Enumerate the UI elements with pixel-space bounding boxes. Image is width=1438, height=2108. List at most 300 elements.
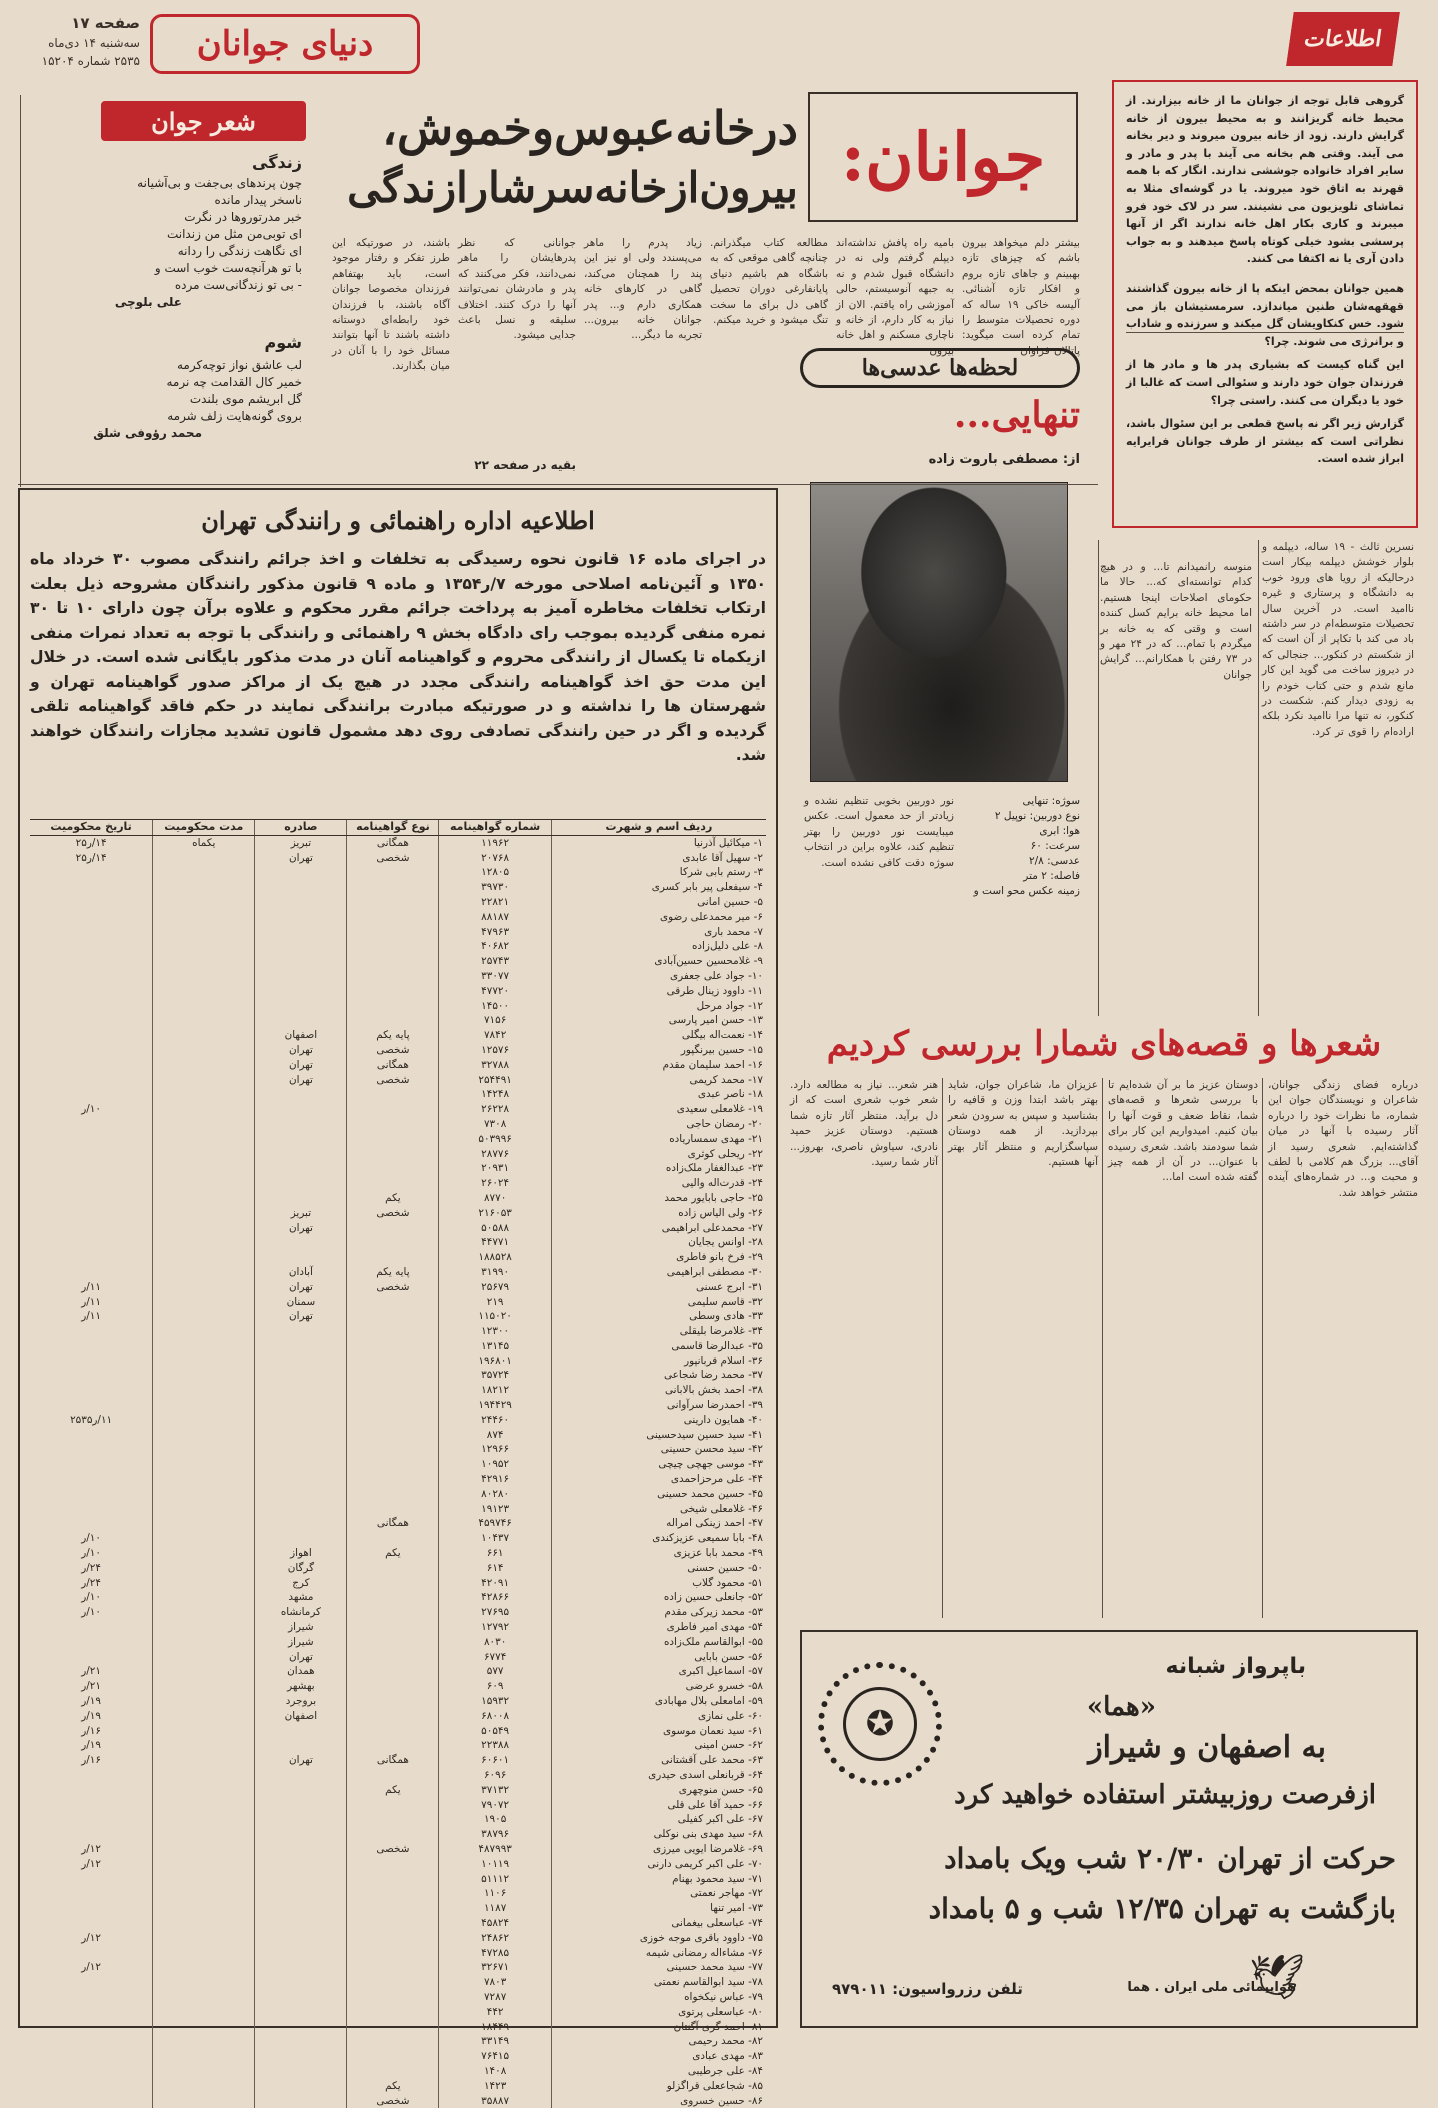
table-cell: یکم bbox=[347, 1191, 439, 1206]
table-cell: ۱۹/ر bbox=[81, 1709, 101, 1722]
table-cell bbox=[255, 1857, 347, 1872]
table-row bbox=[30, 1043, 766, 1058]
poem-line: ای نگاهت زندگی را ردانه bbox=[177, 244, 302, 258]
table-cell bbox=[153, 1502, 255, 1517]
poem-title: شوم bbox=[264, 333, 302, 352]
table-cell bbox=[30, 880, 153, 895]
table-cell bbox=[30, 1916, 153, 1931]
notice-body: در اجرای ماده ۱۶ قانون نحوه رسیدگی به تخلفات و اخذ جرائم رانندگی مصوب ۳۰ خرداد ماه ۱۳۵۰ و آئین‌نامه اصلاحی مورخه ۷/ر۱۳۵۴ و ماده ۹ قانون مذکور رانندگان مشروحه ذیل بعلت ارتکاب تخلفات مخاطره آمیز به پرداخت جرائم مقرر محکوم و علاوه برآن چون دارای ۱۰ تا ۳۰ نمره منفی گردیده بموجب رای دادگاه بخش ۹ راهنمائی و رانندگی با توجه به تعداد نمرات منفی ازیکماه تا یکسال از رانندگی محروم و گواهینامه آنان در مدت مذکور بایگانی شده است. در خلال این مدت حق اخذ گواهینامه رانندگی مجدد در هیچ یک از مراکز صدور گواهینامه تهران و شهرستان ها را نداشته و در صورتیکه مبادرت برانندگی نمایند در حکم فاقد گواهینامه تلقی گردیده و اگر در حین رانندگی تصادفی روی دهد مشمول قانون تشدید مجازات رانندگان خواهند شد. bbox=[30, 550, 767, 764]
table-cell: ۶۰۶۰۱ bbox=[439, 1753, 551, 1768]
table-row bbox=[30, 2005, 766, 2020]
table-row bbox=[30, 1235, 766, 1250]
table-cell bbox=[347, 1664, 439, 1679]
table-cell bbox=[347, 1309, 439, 1324]
table-cell bbox=[255, 1235, 347, 1250]
table-cell bbox=[347, 1590, 439, 1605]
table-cell bbox=[347, 2005, 439, 2020]
table-cell bbox=[255, 1946, 347, 1961]
table-cell: ۸۶- حسین خسروی bbox=[551, 2094, 766, 2108]
table-cell bbox=[30, 2020, 153, 2035]
table-cell bbox=[347, 1975, 439, 1990]
table-cell bbox=[153, 895, 255, 910]
table-cell bbox=[255, 1768, 347, 1783]
table-cell: ۶۰۹۶ bbox=[439, 1768, 551, 1783]
table-cell: ۱۰۴۳۷ bbox=[439, 1531, 551, 1546]
table-cell: ۳۱- ابرج عسنی bbox=[551, 1280, 766, 1295]
table-row bbox=[30, 1679, 766, 1694]
table-cell bbox=[255, 1339, 347, 1354]
lead-col-4: زیاد پدرم را ماهر می‌پسندد ولی او نیز این پند را همچنان می‌کند، گاهی در کارهای خانه همکاری دارم و... پدر جوانان خانه بیرون... تجربه ما دیگر... bbox=[584, 237, 702, 342]
table-cell bbox=[30, 1043, 153, 1058]
poem-line: بروی گونه‌هایت زلف شرمه bbox=[167, 409, 302, 423]
table-cell: ۱۱/ر bbox=[81, 1280, 101, 1293]
table-row bbox=[30, 1502, 766, 1517]
table-cell: ۲- سهیل آقا عابدی bbox=[551, 851, 766, 866]
table-cell: ۸۰۲۸۰ bbox=[439, 1487, 551, 1502]
table-cell bbox=[347, 1857, 439, 1872]
table-cell: ۶۳- محمد علی آقشتانی bbox=[551, 1753, 766, 1768]
table-cell bbox=[255, 1013, 347, 1028]
table-row bbox=[30, 1161, 766, 1176]
table-cell bbox=[347, 1117, 439, 1132]
col-header: نوع گواهینامه bbox=[347, 820, 439, 835]
table-cell bbox=[347, 865, 439, 880]
table-cell bbox=[30, 1650, 153, 1665]
table-cell: ۶- میر محمدعلی رضوی bbox=[551, 910, 766, 925]
table-cell bbox=[255, 1502, 347, 1517]
table-cell bbox=[30, 1058, 153, 1073]
table-cell bbox=[30, 1073, 153, 1088]
poem-line: لب عاشق نواز توچه‌کرمه bbox=[176, 358, 302, 372]
table-row bbox=[30, 2034, 766, 2049]
table-cell bbox=[347, 1798, 439, 1813]
table-cell bbox=[153, 1605, 255, 1620]
table-row bbox=[30, 1990, 766, 2005]
table-cell bbox=[30, 1502, 153, 1517]
table-row bbox=[30, 1339, 766, 1354]
table-cell bbox=[153, 2034, 255, 2049]
table-row bbox=[30, 1768, 766, 1783]
table-cell: ۶۵- حسن منوچهری bbox=[551, 1783, 766, 1798]
table-cell bbox=[347, 1250, 439, 1265]
table-cell bbox=[30, 1013, 153, 1028]
table-cell: ۸- علی دلیل‌زاده bbox=[551, 939, 766, 954]
table-cell bbox=[153, 1531, 255, 1546]
table-cell bbox=[30, 969, 153, 984]
table-cell: ۵۰۵۴۹ bbox=[439, 1724, 551, 1739]
table-cell: ۴۴- علی مرحزاحمدی bbox=[551, 1472, 766, 1487]
table-cell bbox=[30, 1028, 153, 1043]
table-cell: ۶۶۱ bbox=[439, 1546, 551, 1561]
table-cell bbox=[153, 1901, 255, 1916]
table-cell: ۲۶- ولی الیاس زاده bbox=[551, 1206, 766, 1221]
quote-paragraph: گزارش زیر اگر نه پاسخ قطعی بر این سئوال باشد، نظراتی است که بیشتر از طرف جوانان فرایرایه ابراز شده است. bbox=[1126, 417, 1404, 466]
quote-paragraph: گروهی قابل توجه از جوانان ما از خانه بیزارند. از محیط خانه گریزانند و به محیط بیرون از خانه گرایش دارند. زود از خانه بیرون میروند و دیر بخانه می آیند. وقتی هم بخانه می آیند با پدر و مادر و سایر افراد خانواده جوششی ندارند. انگار که با همه قهرند به اتاق خود میروند. یا در گوشه‌ای مثلا به تماشای تلویزیون می نشینند. سر در لاک خود فرو میبرند و کاری بکار اهل خانه ندارند اگر از آنها پرسشی بشود خیلی کوتاه پاسخ میدهند و به جواب دادن آری یا نه اکتفا می کنند. bbox=[1126, 94, 1404, 266]
table-cell: ۸۰- عباسعلی پرتوی bbox=[551, 2005, 766, 2020]
table-row bbox=[30, 895, 766, 910]
table-cell: ۲۰۹۳۱ bbox=[439, 1161, 551, 1176]
table-cell bbox=[153, 2079, 255, 2094]
table-cell bbox=[30, 1472, 153, 1487]
table-cell bbox=[30, 954, 153, 969]
table-cell bbox=[30, 865, 153, 880]
table-row bbox=[30, 1916, 766, 1931]
table-cell bbox=[347, 2034, 439, 2049]
table-cell bbox=[30, 1635, 153, 1650]
table-cell: ۱۴/ر۲۵ bbox=[75, 836, 107, 849]
table-cell: ۷۲- مهاجر نعمتی bbox=[551, 1886, 766, 1901]
table-cell: ۳۷- محمد رضا شجاعی bbox=[551, 1368, 766, 1383]
table-cell bbox=[30, 1191, 153, 1206]
table-cell: آبادان bbox=[255, 1265, 347, 1280]
notice-title: اطلاعیه اداره راهنمائی و رانندگی تهران bbox=[201, 506, 595, 535]
table-cell bbox=[153, 1487, 255, 1502]
table-row bbox=[30, 910, 766, 925]
table-row bbox=[30, 835, 766, 850]
table-cell: ۴۰- همایون دارینی bbox=[551, 1413, 766, 1428]
table-cell: تهران bbox=[255, 851, 347, 866]
table-cell: ۸۸۱۸۷ bbox=[439, 910, 551, 925]
table-cell bbox=[347, 1605, 439, 1620]
poem-line: با تو هرآنچه‌ست خوب است و bbox=[154, 261, 302, 275]
table-cell: ۲۶۰۲۴ bbox=[439, 1176, 551, 1191]
table-cell bbox=[153, 1398, 255, 1413]
table-row bbox=[30, 1635, 766, 1650]
table-cell bbox=[255, 2020, 347, 2035]
table-row bbox=[30, 1457, 766, 1472]
table-cell bbox=[30, 1901, 153, 1916]
table-cell bbox=[30, 1383, 153, 1398]
table-cell: ۱۹/ر bbox=[81, 1739, 101, 1752]
table-cell bbox=[347, 880, 439, 895]
emblem-inner-icon: ✪ bbox=[843, 1687, 917, 1761]
review-headline: شعرها و قصه‌های شمارا بررسی کردیم bbox=[826, 1024, 1382, 1064]
table-cell bbox=[153, 1295, 255, 1310]
ad-line-4: ازفرصت روزبیشتر استفاده خواهید کرد bbox=[954, 1780, 1376, 1810]
table-cell bbox=[153, 1872, 255, 1887]
table-cell: ۷۵- داوود باقری موجه خوزی bbox=[551, 1931, 766, 1946]
table-cell bbox=[255, 969, 347, 984]
table-cell: ۳۲۷۸۸ bbox=[439, 1058, 551, 1073]
table-cell bbox=[153, 1265, 255, 1280]
table-cell: ۴۹- محمد بابا عزیزی bbox=[551, 1546, 766, 1561]
continued-note: بقیه در صفحه ۲۲ bbox=[474, 458, 576, 472]
table-cell bbox=[153, 1798, 255, 1813]
table-cell bbox=[30, 1798, 153, 1813]
spec-line: زمینه عکس محو است و bbox=[973, 885, 1080, 897]
table-cell bbox=[255, 1783, 347, 1798]
table-cell bbox=[30, 910, 153, 925]
table-cell: ۱۰۹۵۲ bbox=[439, 1457, 551, 1472]
ad-line-6: بازگشت به تهران ۱۲/۳۵ شب و ۵ بامداد bbox=[928, 1892, 1396, 1925]
table-cell bbox=[347, 1650, 439, 1665]
table-cell: ۷۱۵۶ bbox=[439, 1013, 551, 1028]
table-cell bbox=[255, 1798, 347, 1813]
poem-line: ناسخر پیدار مانده bbox=[214, 193, 302, 207]
table-cell bbox=[30, 2079, 153, 2094]
table-cell: ۱۴۲۳ bbox=[439, 2079, 551, 2094]
table-cell: ۷۳- امیر تنها bbox=[551, 1901, 766, 1916]
table-cell bbox=[347, 969, 439, 984]
table-cell: ۶۶- حمید آقا علی قلی bbox=[551, 1798, 766, 1813]
table-cell bbox=[347, 1102, 439, 1117]
table-cell bbox=[255, 2034, 347, 2049]
table-cell: ۱۸۸۵۲۸ bbox=[439, 1250, 551, 1265]
review-col-a: نسرین ثالث - ۱۹ ساله، دیپلمه و بلوار خوشش دیپلمه بیکار است درحالیکه از رویا های ورود خوب به دانشگاه و پرستاری و غیره ناامید است. در آخرین سال تحصیلات متوسطه‌ام در سر داشته باد می کند با تکاپر از آن است که از شکستم در کنکور... جنجالی که در دیروز ساخت می گوید این کار مانع شدم و حتی کتاب خودم را به زودی دیدار کنم. شکست در کنکور، نه تنها مرا ناامید نکرد بلکه اراده‌ام را قوی تر کرد. bbox=[1262, 541, 1414, 738]
table-cell: ۸۴- علی جرطیبی bbox=[551, 2064, 766, 2079]
table-cell bbox=[347, 1368, 439, 1383]
table-cell bbox=[347, 1738, 439, 1753]
table-cell bbox=[153, 1457, 255, 1472]
table-row bbox=[30, 1102, 766, 1117]
table-cell: ۱۲/ر bbox=[81, 1857, 101, 1870]
photo-caption: نور دوربین بخوبی تنظیم نشده و زیادتر از حد معمول است. عکس میبایست نور دوربین را بهتر تنظیم کند، علاوه براین در انتخاب سوژه دقت کافی نشده است. bbox=[804, 795, 954, 869]
table-cell: ۴۲۸۶۶ bbox=[439, 1590, 551, 1605]
table-cell: ۱۷- محمد کریمی bbox=[551, 1073, 766, 1088]
review-col-e: عزیزان ما، شاعران جوان، شاید بهتر باشد ابتدا وزن و قافیه را بشناسید و سپس به سرودن شعر بپردازید. از همه دوستان سپاسگزاریم و منتظر آثار بهتر آنها هستیم. bbox=[948, 1079, 1098, 1169]
table-cell bbox=[255, 1901, 347, 1916]
table-cell: گرگان bbox=[255, 1561, 347, 1576]
table-cell bbox=[30, 2094, 153, 2108]
table-cell: ۵۸- خسرو عرضی bbox=[551, 1679, 766, 1694]
table-cell bbox=[153, 925, 255, 940]
table-row bbox=[30, 1872, 766, 1887]
ad-line-2: «هما» bbox=[1086, 1692, 1156, 1722]
table-row bbox=[30, 1487, 766, 1502]
table-cell: ۱۹۱۲۳ bbox=[439, 1502, 551, 1517]
table-cell: ۱۶- احمد سلیمان مقدم bbox=[551, 1058, 766, 1073]
table-cell bbox=[153, 1783, 255, 1798]
masthead bbox=[0, 0, 1438, 80]
table-cell: ۴۳- موسی جهچی چیچی bbox=[551, 1457, 766, 1472]
table-cell: ۱۱/ر bbox=[81, 1310, 101, 1323]
table-cell bbox=[153, 1221, 255, 1236]
table-cell bbox=[153, 939, 255, 954]
table-cell bbox=[347, 999, 439, 1014]
table-row bbox=[30, 865, 766, 880]
review-col-c: درباره فضای زندگی جوانان، شاعران و نویسندگان جوان این شماره، ما نظرات خود را درباره آثار رسیده با آنها در میان گذاشته‌ایم. شعری رسید از آقای... بزرگ هم کلامی با لطف و محبت و... در شماره‌های آینده منتشر خواهد شد. bbox=[1268, 1079, 1418, 1199]
table-cell bbox=[255, 1872, 347, 1887]
table-row bbox=[30, 1309, 766, 1324]
table-cell: ۲۴/ر bbox=[81, 1576, 101, 1589]
table-cell bbox=[347, 1354, 439, 1369]
table-cell bbox=[347, 1502, 439, 1517]
table-cell: ۱۱۰۶ bbox=[439, 1886, 551, 1901]
photo-image bbox=[810, 482, 1068, 782]
table-cell bbox=[255, 1960, 347, 1975]
table-cell: ۶۲- حسن امینی bbox=[551, 1738, 766, 1753]
table-cell bbox=[347, 1531, 439, 1546]
table-cell: ۳۷۱۳۲ bbox=[439, 1783, 551, 1798]
table-row bbox=[30, 1280, 766, 1295]
table-cell bbox=[30, 1161, 153, 1176]
table-cell bbox=[30, 1206, 153, 1221]
table-cell: شخصی bbox=[347, 1280, 439, 1295]
table-cell bbox=[153, 1117, 255, 1132]
table-cell: ۳۰- مصطفی ابراهیمی bbox=[551, 1265, 766, 1280]
poetry-header-text: شعر جوان bbox=[151, 106, 256, 136]
table-cell: ۵۷۷ bbox=[439, 1664, 551, 1679]
table-cell: شخصی bbox=[347, 1842, 439, 1857]
poem-author: محمد رؤوفی شلق bbox=[93, 426, 202, 440]
table-cell bbox=[153, 1650, 255, 1665]
table-cell: ۳۹- احمدرضا سرآوانی bbox=[551, 1398, 766, 1413]
table-cell bbox=[153, 1946, 255, 1961]
table-cell bbox=[347, 984, 439, 999]
table-cell bbox=[255, 1738, 347, 1753]
photo-byline: از: مصطفی باروت زاده bbox=[928, 452, 1080, 467]
table-cell: ۷۸۰۳ bbox=[439, 1975, 551, 1990]
table-cell bbox=[347, 1221, 439, 1236]
table-row bbox=[30, 1117, 766, 1132]
table-row bbox=[30, 1576, 766, 1591]
table-cell bbox=[153, 2020, 255, 2035]
table-row bbox=[30, 984, 766, 999]
table-cell bbox=[347, 1768, 439, 1783]
table-cell bbox=[347, 1561, 439, 1576]
table-cell: ۳۹۷۳۰ bbox=[439, 880, 551, 895]
table-cell bbox=[30, 939, 153, 954]
table-cell bbox=[347, 1161, 439, 1176]
table-cell: ۲۲۸۲۱ bbox=[439, 895, 551, 910]
table-cell: ۳۲۶۷۱ bbox=[439, 1960, 551, 1975]
table-cell: شخصی bbox=[347, 1206, 439, 1221]
table-cell: ۱۰/ر bbox=[81, 1532, 101, 1545]
table-cell bbox=[153, 1975, 255, 1990]
table-row bbox=[30, 1206, 766, 1221]
table-cell bbox=[30, 1176, 153, 1191]
table-cell bbox=[347, 895, 439, 910]
roster-table-wrap bbox=[30, 819, 766, 2108]
table-cell bbox=[255, 880, 347, 895]
table-cell: ۱۰۱۱۹ bbox=[439, 1857, 551, 1872]
table-cell: ۴- سیفعلی پیر بابر کسری bbox=[551, 880, 766, 895]
table-cell bbox=[30, 999, 153, 1014]
table-row bbox=[30, 1147, 766, 1162]
table-cell: ۷۶- مشاءاله رمضانی شیمه bbox=[551, 1946, 766, 1961]
table-cell: ۵۹- امامعلی بلال مهابادی bbox=[551, 1694, 766, 1709]
col-header: صادره bbox=[255, 820, 347, 835]
table-cell bbox=[347, 1620, 439, 1635]
table-row bbox=[30, 1295, 766, 1310]
table-cell bbox=[30, 1221, 153, 1236]
table-row bbox=[30, 1798, 766, 1813]
table-cell: ۸۵- شجاععلی قراگزلو bbox=[551, 2079, 766, 2094]
table-cell bbox=[153, 1028, 255, 1043]
poem-1 bbox=[32, 175, 302, 311]
table-cell bbox=[347, 1472, 439, 1487]
table-cell: شخصی bbox=[347, 851, 439, 866]
table-cell bbox=[347, 1694, 439, 1709]
table-cell bbox=[153, 984, 255, 999]
table-cell: ۴۷۲۸۵ bbox=[439, 1946, 551, 1961]
table-cell bbox=[153, 1827, 255, 1842]
review-col-d: دوستان عزیز ما بر آن شده‌ایم تا با بررسی شعرها و قصه‌های شما، نقاط ضعف و قوت آنها را بیان کنیم. امیدواریم این کار برای شما سودمند باشد. شعری رسیده با عنوان... در آن از همه چیز گفته شده است اما... bbox=[1108, 1079, 1258, 1184]
table-cell bbox=[153, 1916, 255, 1931]
table-row bbox=[30, 1354, 766, 1369]
table-row bbox=[30, 1176, 766, 1191]
table-cell bbox=[347, 1916, 439, 1931]
table-cell: ۳۳- هادی وسطی bbox=[551, 1309, 766, 1324]
table-cell: ۸۷۴ bbox=[439, 1428, 551, 1443]
section-banner bbox=[150, 14, 420, 74]
table-cell: ۲۴۸۶۲ bbox=[439, 1931, 551, 1946]
table-cell bbox=[347, 1812, 439, 1827]
table-cell bbox=[153, 1368, 255, 1383]
table-cell: ۵۵- ابوالقاسم ملک‌زاده bbox=[551, 1635, 766, 1650]
table-cell: ۱۵- حسین بیرنگپور bbox=[551, 1043, 766, 1058]
table-cell bbox=[30, 1428, 153, 1443]
table-cell bbox=[255, 2049, 347, 2064]
poem-author: علی بلوچی bbox=[114, 295, 182, 309]
table-cell bbox=[255, 1516, 347, 1531]
table-cell: تبریز bbox=[255, 835, 347, 850]
ad-line-1: باپرواز شبانه bbox=[1165, 1654, 1306, 1679]
poem-line: خمیر کال القدامت چه نرمه bbox=[166, 375, 302, 389]
table-cell: ۱۱- داوود زینال طرقی bbox=[551, 984, 766, 999]
table-cell bbox=[30, 1872, 153, 1887]
section-title: دنیای جوانان bbox=[196, 24, 374, 64]
table-cell bbox=[255, 1724, 347, 1739]
table-row bbox=[30, 1324, 766, 1339]
table-cell bbox=[153, 1354, 255, 1369]
table-cell: ۲۱۹ bbox=[439, 1295, 551, 1310]
table-cell bbox=[153, 2005, 255, 2020]
table-cell: ۲۷۶۹۵ bbox=[439, 1605, 551, 1620]
table-cell: ۱۲/ر bbox=[81, 1931, 101, 1944]
poem-line: خبر مدرتوروها در نگرت bbox=[184, 210, 302, 224]
table-cell bbox=[153, 954, 255, 969]
table-cell: ۲۵۶۷۹ bbox=[439, 1280, 551, 1295]
table-cell bbox=[153, 1147, 255, 1162]
table-cell bbox=[30, 895, 153, 910]
table-cell: بهشهر bbox=[255, 1679, 347, 1694]
table-cell bbox=[255, 1531, 347, 1546]
table-row bbox=[30, 1516, 766, 1531]
table-cell: ۷۱- سید محمود بهنام bbox=[551, 1872, 766, 1887]
spec-line: نوع دوربین: نوپیل ۲ bbox=[994, 810, 1080, 822]
table-cell: ۲۷- محمدعلی ابراهیمی bbox=[551, 1221, 766, 1236]
table-cell: ۷۸۴۲ bbox=[439, 1028, 551, 1043]
table-cell bbox=[255, 1990, 347, 2005]
table-cell bbox=[30, 1990, 153, 2005]
table-cell: پایه یکم bbox=[347, 1028, 439, 1043]
table-cell bbox=[153, 2049, 255, 2064]
table-cell: ۱۱۵۰۲۰ bbox=[439, 1309, 551, 1324]
table-row bbox=[30, 2064, 766, 2079]
table-cell bbox=[255, 2079, 347, 2094]
table-cell: ۳۶- اسلام قربانپور bbox=[551, 1354, 766, 1369]
table-row bbox=[30, 969, 766, 984]
poetry-column bbox=[20, 95, 310, 487]
lead-col-2: بامیه راه پافش نداشته‌اند دیپلم گرفتم ولی نه در دانشگاه قبول شدم و نه به جبهه آنوسیستم، حالی آموزشی راه یافتم. الان از نیاز به کار دارم، از خانه و ناچاری مسکنم و اهل خانه بیرون bbox=[836, 237, 954, 357]
table-cell: ۱۴۰۸ bbox=[439, 2064, 551, 2079]
table-row bbox=[30, 1590, 766, 1605]
table-cell bbox=[347, 1339, 439, 1354]
table-cell bbox=[255, 1161, 347, 1176]
table-cell bbox=[255, 1442, 347, 1457]
table-cell: ۱۴۵۰۰ bbox=[439, 999, 551, 1014]
table-cell: ۴۴۷۷۱ bbox=[439, 1235, 551, 1250]
table-cell: ۲۸۷۷۶ bbox=[439, 1147, 551, 1162]
table-cell: ۶۴- قربانعلی اسدی حیدری bbox=[551, 1768, 766, 1783]
series-title: لحظه‌ها عدسی‌ها bbox=[861, 355, 1019, 381]
table-cell bbox=[347, 1946, 439, 1961]
spec-line: هوا: ابری bbox=[1039, 825, 1080, 837]
table-cell bbox=[153, 1472, 255, 1487]
table-cell: ۱۹/ر bbox=[81, 1695, 101, 1708]
table-cell: ۴۵- حسین محمد حسینی bbox=[551, 1487, 766, 1502]
